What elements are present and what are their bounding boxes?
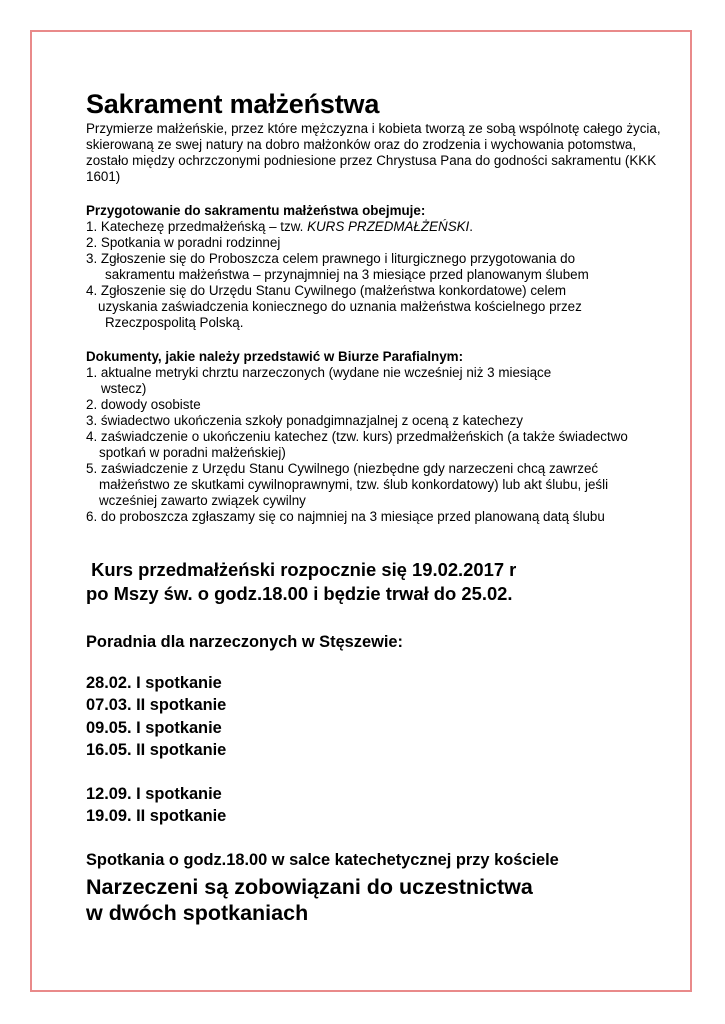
document-item-4-line-2: spotkań w poradni małżeńskiej) xyxy=(99,445,286,460)
document-item-1 xyxy=(86,365,686,397)
preparation-item-4-line-3: Rzeczpospolitą Polską. xyxy=(105,315,244,330)
document-item-2: 2. dowody osobiste xyxy=(86,397,201,412)
obligation-notice xyxy=(86,874,686,926)
obligation-line-1: Narzeczeni są zobowiązani do uczestnictwa xyxy=(86,875,533,900)
meeting-item: 19.09. II spotkanie xyxy=(86,807,227,826)
course-announcement xyxy=(86,558,686,606)
course-line-2: po Mszy św. o godz.18.00 i będzie trwał do 25.02. xyxy=(86,583,513,604)
preparation-item-3-line-1: 3. Zgłoszenie się do Proboszcza celem prawnego i liturgicznego przygotowania do xyxy=(86,251,576,266)
preparation-item-1-prefix: 1. Katechezę przedmałżeńską – tzw. xyxy=(86,219,308,234)
document-item-3: 3. świadectwo ukończenia szkoły ponadgimnazjalnej z oceną z katechezy xyxy=(86,413,523,428)
documents-list xyxy=(86,365,686,525)
document-item-5 xyxy=(86,461,686,509)
meeting-item: 07.03. II spotkanie xyxy=(86,696,227,715)
preparation-heading: Przygotowanie do sakramentu małżeństwa obejmuje: xyxy=(86,203,426,218)
meeting-item: 16.05. II spotkanie xyxy=(86,741,227,760)
intro-paragraph: Przymierze małżeńskie, przez które mężczyzna i kobieta tworzą ze sobą wspólnotę całego życia, skierowaną ze swej natury na dobro małżonków oraz do zrodzenia i wychowania potomstwa, zostało między ochrzczonymi podniesione przez Chrystusa Pana do godności sakramentu (KKK 1601) xyxy=(86,121,661,184)
preparation-item-1-italic: KURS PRZEDMAŁŻEŃSKI xyxy=(307,219,470,234)
course-line-1: Kurs przedmałżeński rozpocznie się 19.02.2017 r xyxy=(86,559,517,580)
preparation-item-4-line-2: uzyskania zaświadczenia koniecznego do uznania małżeństwa kościelnego przez xyxy=(98,299,582,314)
document-item-4 xyxy=(86,429,686,461)
document-item-6: 6. do proboszcza zgłaszamy się co najmniej na 3 miesiące przed planowaną datą ślubu xyxy=(86,509,605,524)
meeting-time-note: Spotkania o godz.18.00 w salce katechetycznej przy kościele xyxy=(86,851,559,870)
preparation-item-1-suffix: . xyxy=(469,219,474,234)
document-body xyxy=(86,88,686,926)
meeting-item: 09.05. I spotkanie xyxy=(86,718,222,737)
page-title: Sakrament małżeństwa xyxy=(86,89,380,119)
preparation-item-4 xyxy=(86,283,686,331)
preparation-item-2: 2. Spotkania w poradni rodzinnej xyxy=(86,235,281,250)
document-item-5-line-3: wcześniej zawarto związek cywilny xyxy=(99,493,306,508)
documents-heading: Dokumenty, jakie należy przedstawić w Biurze Parafialnym: xyxy=(86,349,464,364)
preparation-list xyxy=(86,219,686,331)
document-item-1-line-2: wstecz) xyxy=(101,381,147,396)
document-item-1-line-1: 1. aktualne metryki chrztu narzeczonych (wydane nie wcześniej niż 3 miesiące xyxy=(86,365,552,380)
meetings-group-1 xyxy=(86,672,686,762)
meeting-item: 12.09. I spotkanie xyxy=(86,784,222,803)
preparation-item-1 xyxy=(86,219,686,235)
document-item-4-line-1: 4. zaświadczenie o ukończeniu katechez (tzw. kurs) przedmałżeńskich (a także świadectwo xyxy=(86,429,628,444)
clinic-heading: Poradnia dla narzeczonych w Stęszewie: xyxy=(86,633,403,651)
preparation-item-4-line-1: 4. Zgłoszenie się do Urzędu Stanu Cywilnego (małżeństwa konkordatowe) celem xyxy=(86,283,567,298)
preparation-item-3-line-2: sakramentu małżeństwa – przynajmniej na 3 miesiące przed planowanym ślubem xyxy=(105,267,589,282)
document-item-5-line-2: małżeństwo ze skutkami cywilnoprawnymi, tzw. ślub konkordatowy) lub akt ślubu, jeśli xyxy=(99,477,609,492)
preparation-item-3 xyxy=(86,251,686,283)
obligation-line-2: w dwóch spotkaniach xyxy=(86,901,309,926)
document-item-5-line-1: 5. zaświadczenie z Urzędu Stanu Cywilnego (niezbędne gdy narzeczeni chcą zawrzeć xyxy=(86,461,599,476)
meetings-group-2 xyxy=(86,783,686,828)
meeting-item: 28.02. I spotkanie xyxy=(86,674,222,692)
